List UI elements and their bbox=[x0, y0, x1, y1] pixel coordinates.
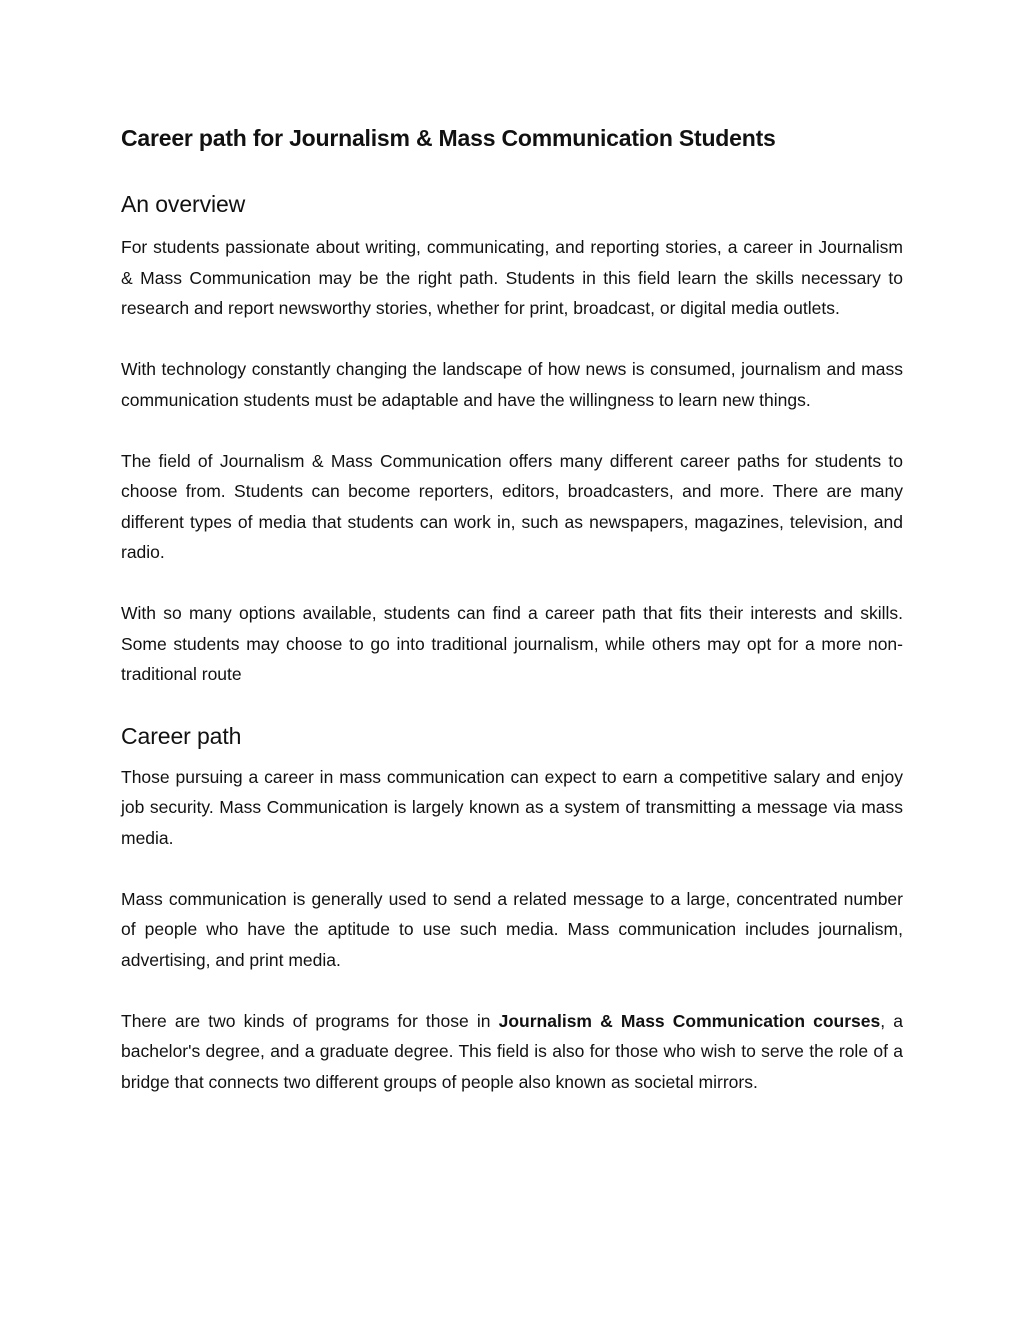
overview-paragraph-2: With technology constantly changing the landscape of how news is consumed, journalism and mass communication students must be adaptable and have the willingness to learn new things. bbox=[121, 359, 903, 410]
overview-paragraph-1: For students passionate about writing, communicating, and reporting stories, a career in Journalism & Mass Communication may be the right path. Students in this field learn the skills necessary to research and report newsworthy stories, whether for print, broadcast, or digital media outlets. bbox=[121, 237, 903, 318]
career-paragraph-1: Those pursuing a career in mass communication can expect to earn a competitive salary and enjoy job security. Mass Communication is largely known as a system of transmitting a message via mass media. bbox=[121, 766, 903, 848]
section-heading-overview: An overview bbox=[121, 191, 246, 217]
overview-paragraph-3: The field of Journalism & Mass Communication offers many different career paths for students to choose from. Students can become reporters, editors, broadcasters, and more. There are many different types of media that students can work in, such as newspapers, magazines, television, and radio. bbox=[121, 450, 903, 562]
career-paragraph-3-text-start: There are two kinds of programs for those in bbox=[121, 1010, 499, 1031]
courses-bold-phrase: Journalism & Mass Communication courses bbox=[498, 1010, 881, 1031]
career-paragraph-2: Mass communication is generally used to send a related message to a large, concentrated number of people who have the aptitude to use such media. Mass communication includes journalism, advertising, and print media. bbox=[121, 888, 903, 970]
career-paragraph-3-text-end: , a bachelor's degree, and a graduate degree. This field is also for those who wish to serve the role of a bridge that connects two different groups of people also known as societal mirrors. bbox=[121, 1010, 903, 1092]
overview-paragraph-4: With so many options available, students can find a career path that fits their interests and skills. Some students may choose to go into traditional journalism, while others may opt for a more non-traditional route bbox=[121, 603, 903, 684]
document-title: Career path for Journalism & Mass Communication Students bbox=[121, 125, 776, 151]
document-page bbox=[121, 118, 903, 1097]
career-paragraph-3 bbox=[121, 1006, 903, 1098]
section-heading-career-path: Career path bbox=[121, 722, 242, 749]
